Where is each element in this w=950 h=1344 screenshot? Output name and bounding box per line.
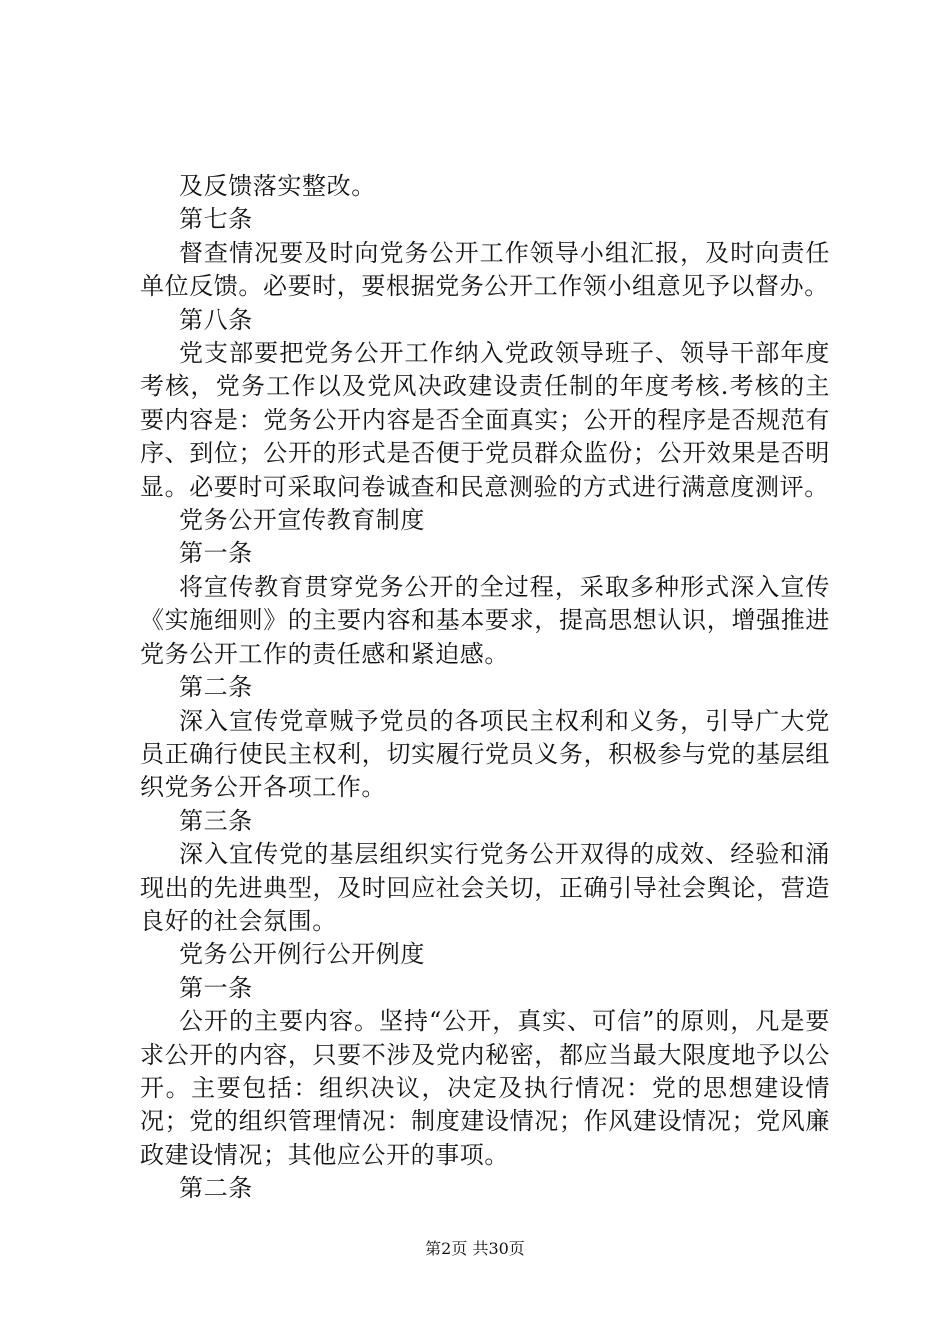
page-number-footer: 第2页 共30页 — [425, 1239, 525, 1258]
article-heading: 第一条 — [179, 539, 253, 568]
paragraph: 深入宣传党章贼予党员的各项民主权利和义务，引导广大党员正确行使民主权利，切实履行党员义务，积极参与党的基层组织党务公开各项工作。 — [140, 706, 830, 802]
article-heading: 第八条 — [179, 305, 253, 334]
article-heading: 第一条 — [179, 973, 253, 1002]
article-heading: 第七条 — [179, 205, 253, 234]
article-heading: 第二条 — [179, 1174, 253, 1203]
section-title: 党务公开例行公开例度 — [179, 940, 425, 969]
article-heading: 第二条 — [179, 673, 253, 702]
section-title: 党务公开宣传教育制度 — [179, 506, 425, 535]
article-heading: 第三条 — [179, 806, 253, 835]
paragraph: 将宣传教育贯穿党务公开的全过程，采取多种形式深入宣传《实施细则》的主要内容和基本要求，提高思想认识，增强推进党务公开工作的责任感和紧迫感。 — [140, 572, 830, 668]
paragraph: 党支部要把党务公开工作纳入党政领导班子、领导干部年度考核，党务工作以及党风决政建设责任制的年度考核.考核的主要内容是：党务公开内容是否全面真实；公开的程序是否规范有序、到位；公开的形式是否便于党员群众监份；公开效果是否明显。必要时可采取问卷诚查和民意测验的方式进行满意度测评。 — [140, 339, 830, 501]
paragraph: 督查情况要及时向党务公开工作领导小组汇报，及时向责任单位反馈。必要时，要根据党务公开工作领小组意见予以督办。 — [140, 238, 830, 301]
paragraph: 深入宜传党的基层组织实行党务公开双得的成效、经验和涌现出的先进典型，及时回应社会关切，正确引导社会舆论，营造良好的社会氛围。 — [140, 840, 830, 935]
paragraph: 及反馈落实整改。 — [179, 172, 376, 200]
document-body — [140, 170, 830, 1206]
paragraph: 公开的主要内容。坚持“公开，真实、可信”的原则，凡是要求公开的内容，只要不涉及党内秘密，都应当最大限度地予以公开。主要包括：组织决议，决定及执行情况：党的思想建设情况；党的组织管理情况：制度建设情况；作风建设情况；党风廉政建设情况；其他应公开的事项。 — [140, 1007, 830, 1169]
